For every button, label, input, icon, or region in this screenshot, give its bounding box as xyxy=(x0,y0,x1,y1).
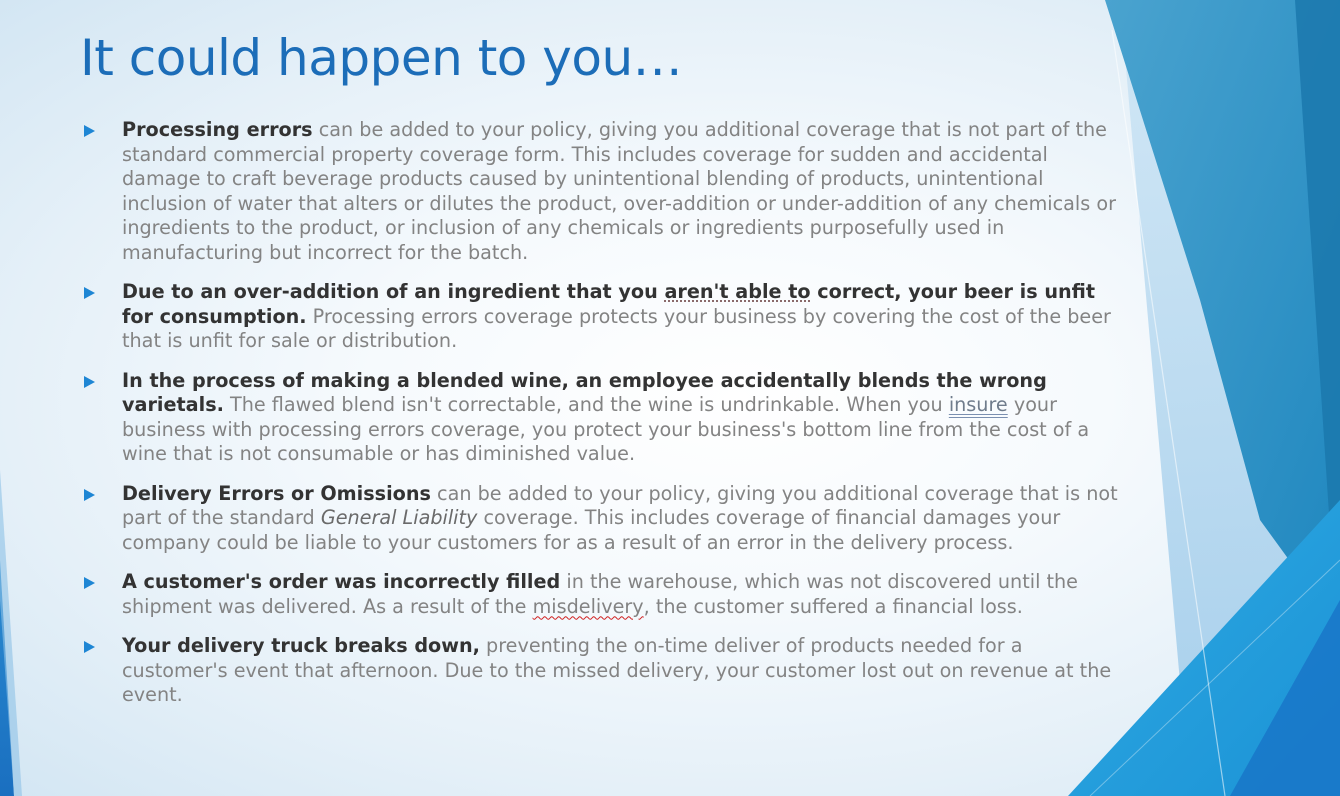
bullet-arrow-icon xyxy=(84,641,95,653)
bullet-arrow-icon xyxy=(84,489,95,501)
bullet-body-part1: in the warehouse, which was not discovered until the shipment was delivered. As a result of the xyxy=(122,570,1078,618)
bullet-lead-part1: Due to an over-addition of an ingredient that you xyxy=(122,280,665,303)
bullet-lead-part2: correct, your beer is unfit for consumption. xyxy=(122,280,1096,328)
bullet-item-truck-example xyxy=(80,634,1125,708)
bullet-lead: Your delivery truck breaks down, xyxy=(122,634,480,657)
bullet-body-part2: , the customer suffered a financial loss. xyxy=(643,594,1023,618)
bullet-item-processing-errors xyxy=(80,118,1125,265)
bullet-arrow-icon xyxy=(84,376,95,388)
grammar-flagged-text: aren't able to xyxy=(664,280,811,303)
bullet-arrow-icon xyxy=(84,577,95,589)
bullet-list xyxy=(80,118,1125,723)
bullet-item-delivery-errors xyxy=(80,482,1125,556)
bullet-body-part2: your business with processing errors coverage, you protect your business's bottom line from the cost of a wine that is not consumable or has diminished value. xyxy=(122,393,1090,465)
bullet-arrow-icon xyxy=(84,125,95,137)
bullet-item-beer-example xyxy=(80,280,1125,354)
bullet-item-wine-example xyxy=(80,369,1125,467)
bullet-lead: Processing errors xyxy=(122,118,313,141)
bullet-item-order-example xyxy=(80,570,1125,619)
bullet-body: preventing the on-time deliver of products needed for a customer's event that afternoon. Due to the missed delivery, your customer lost out on revenue at the event. xyxy=(122,634,1112,706)
bullet-lead: A customer's order was incorrectly filled xyxy=(122,570,561,593)
bullet-body-part1: The flawed blend isn't correctable, and the wine is undrinkable. When you xyxy=(223,393,949,416)
slide-title: It could happen to you… xyxy=(80,29,683,87)
bullet-body: Processing errors coverage protects your business by covering the cost of the beer that is unfit for sale or distribution. xyxy=(122,304,1111,352)
bullet-lead: In the process of making a blended wine, an employee accidentally blends the wrong varietals. xyxy=(122,368,1047,416)
insure-link[interactable]: insure xyxy=(948,393,1008,416)
italic-term: General Liability xyxy=(320,506,478,529)
bullet-arrow-icon xyxy=(84,287,95,299)
bullet-body-part1: can be added to your policy, giving you additional coverage that is not part of the standard xyxy=(122,481,1118,529)
bullet-body-part2: coverage. This includes coverage of financial damages your company could be liable to your customers for as a result of an error in the delivery process. xyxy=(122,506,1061,554)
spelling-flagged-word: misdelivery xyxy=(532,594,644,618)
bullet-body: can be added to your policy, giving you additional coverage that is not part of the standard commercial property coverage form. This includes coverage for sudden and accidental damage to craft beverage products caused by unintentional blending of products, unintentional inclusion of water that alters or dilutes the product, over-addition or under-addition of any chemicals or ingredients to the product, or inclusion of any chemicals or ingredients purposefully used in manufacturing but incorrect for the batch. xyxy=(122,118,1116,264)
bullet-lead: Delivery Errors or Omissions xyxy=(122,481,431,505)
